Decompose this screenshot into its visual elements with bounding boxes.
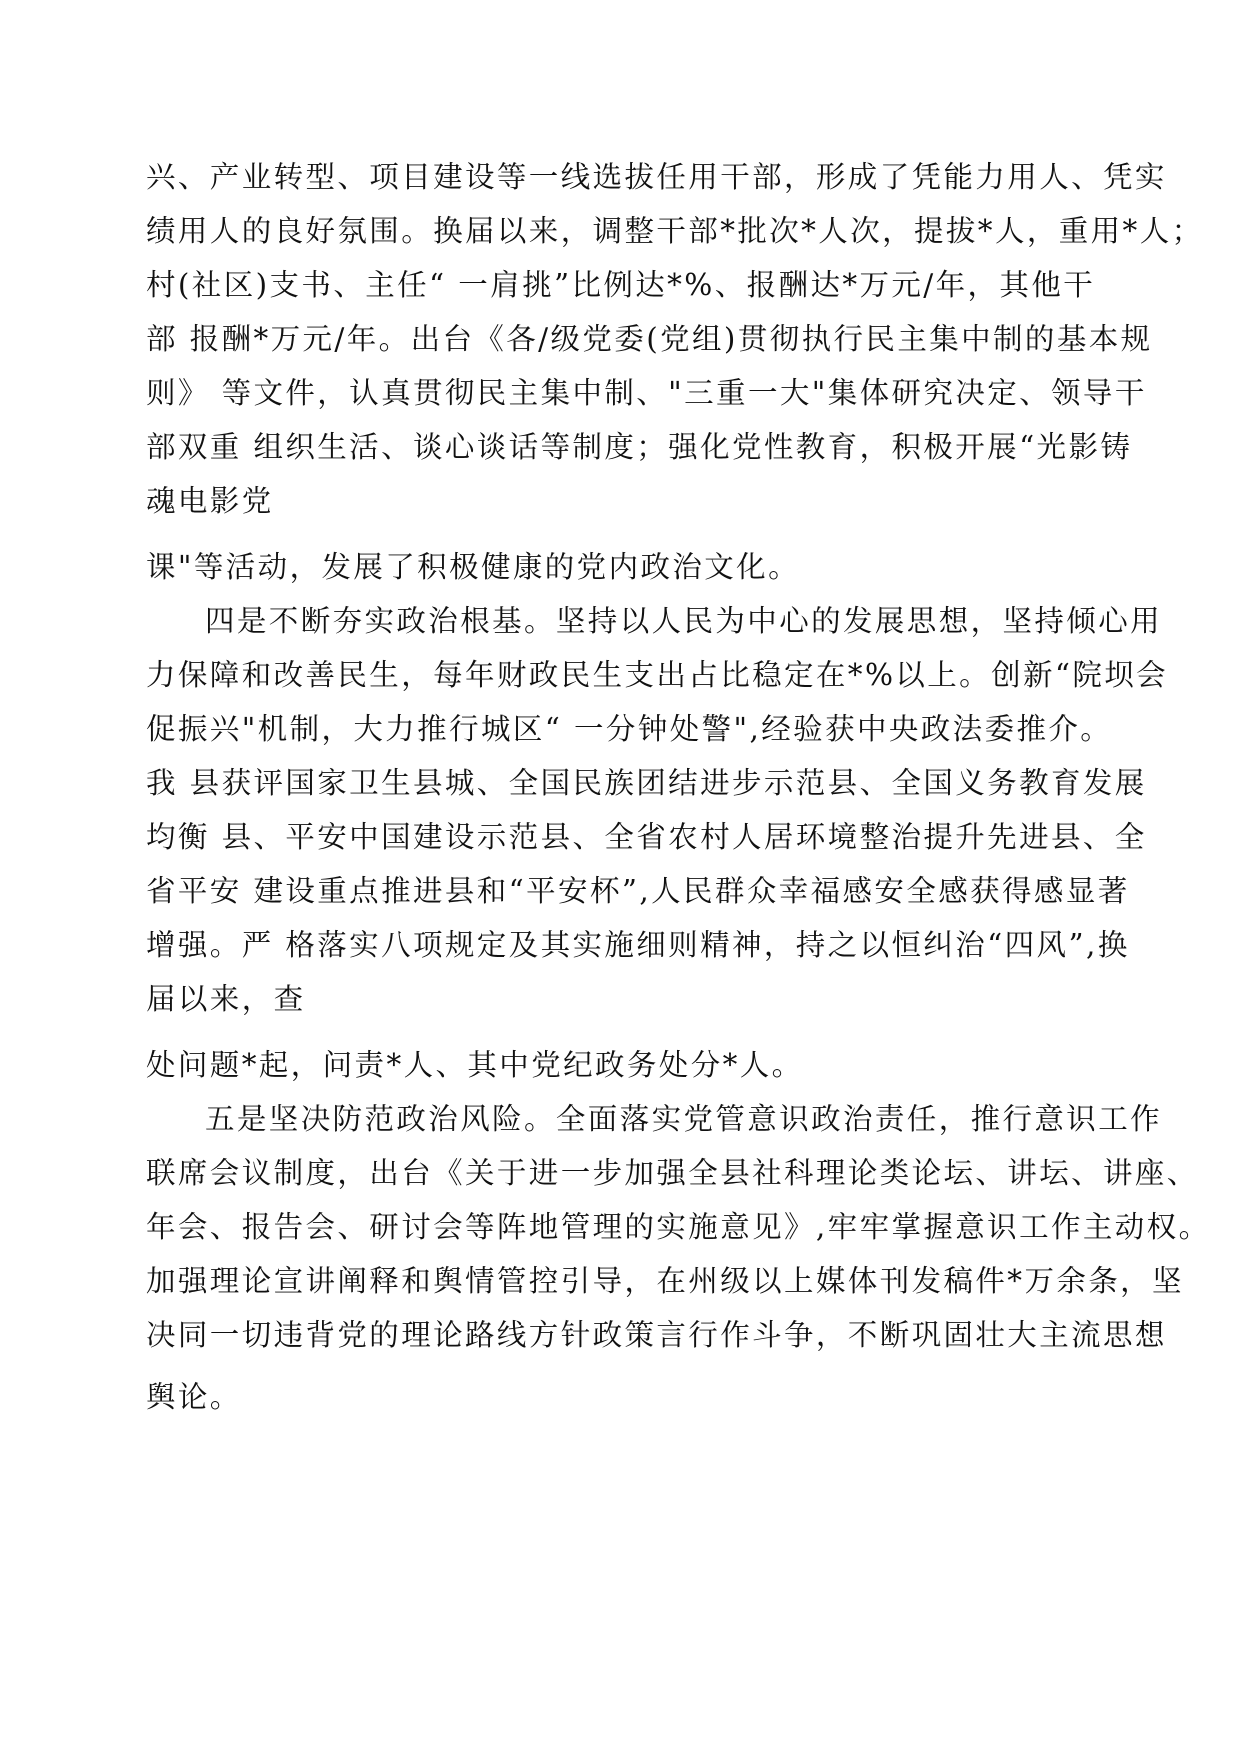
body-text-line: 促振兴"机制，大力推行城区“ 一分钟处警",经验获中央政法委推介。 <box>146 712 1113 746</box>
body-text-line: 年会、报告会、研讨会等阵地管理的实施意见》,牢牢掌握意识工作主动权。 <box>146 1210 1211 1244</box>
body-text-line: 增强。严 格落实八项规定及其实施细则精神，持之以恒纠治“四风”,换 <box>146 928 1130 962</box>
body-text-line: 省平安 建设重点推进县和“平安杯”,人民群众幸福感安全感获得感显著 <box>146 874 1130 908</box>
body-text-line: 部 报酬*万元/年。出台《各/级党委(党组)贯彻执行民主集中制的基本规 <box>146 322 1153 356</box>
body-text-line: 我 县获评国家卫生县城、全国民族团结进步示范县、全国义务教育发展 <box>146 766 1147 800</box>
body-text-line: 村(社区)支书、主任“ 一肩挑”比例达*%、报酬达*万元/年，其他干 <box>146 268 1096 302</box>
body-text-line: 处问题*起，问责*人、其中党纪政务处分*人。 <box>146 1048 804 1082</box>
body-text-line: 加强理论宣讲阐释和舆情管控引导，在州级以上媒体刊发稿件*万余条，坚 <box>146 1264 1184 1298</box>
body-text-line: 部双重 组织生活、谈心谈话等制度；强化党性教育，积极开展“光影铸 <box>146 430 1133 464</box>
body-text-line: 届以来，查 <box>146 982 306 1016</box>
body-text-line: 兴、产业转型、项目建设等一线选拔任用干部，形成了凭能力用人、凭实 <box>146 160 1167 194</box>
body-text-line: 决同一切违背党的理论路线方针政策言行作斗争，不断巩固壮大主流思想 <box>146 1318 1167 1352</box>
body-text-line: 均衡 县、平安中国建设示范县、全省农村人居环境整治提升先进县、全 <box>146 820 1147 854</box>
paragraph-first-line: 四是不断夯实政治根基。坚持以人民为中心的发展思想，坚持倾心用 <box>205 604 1163 638</box>
body-text-line: 魂电影党 <box>146 484 274 518</box>
body-text-line: 则》 等文件，认真贯彻民主集中制、"三重一大"集体研究决定、领导干 <box>146 376 1147 410</box>
body-text-line: 联席会议制度，出台《关于进一步加强全县社科理论类论坛、讲坛、讲座、 <box>146 1156 1199 1190</box>
body-text-line: 舆论。 <box>146 1380 242 1414</box>
body-text-line: 课"等活动，发展了积极健康的党内政治文化。 <box>146 550 800 584</box>
paragraph-first-line: 五是坚决防范政治风险。全面落实党管意识政治责任，推行意识工作 <box>205 1102 1163 1136</box>
body-text-line: 力保障和改善民生，每年财政民生支出占比稳定在*%以上。创新“院坝会 <box>146 658 1169 692</box>
body-text-line: 绩用人的良好氛围。换届以来，调整干部*批次*人次，提拔*人，重用*人； <box>146 214 1204 248</box>
